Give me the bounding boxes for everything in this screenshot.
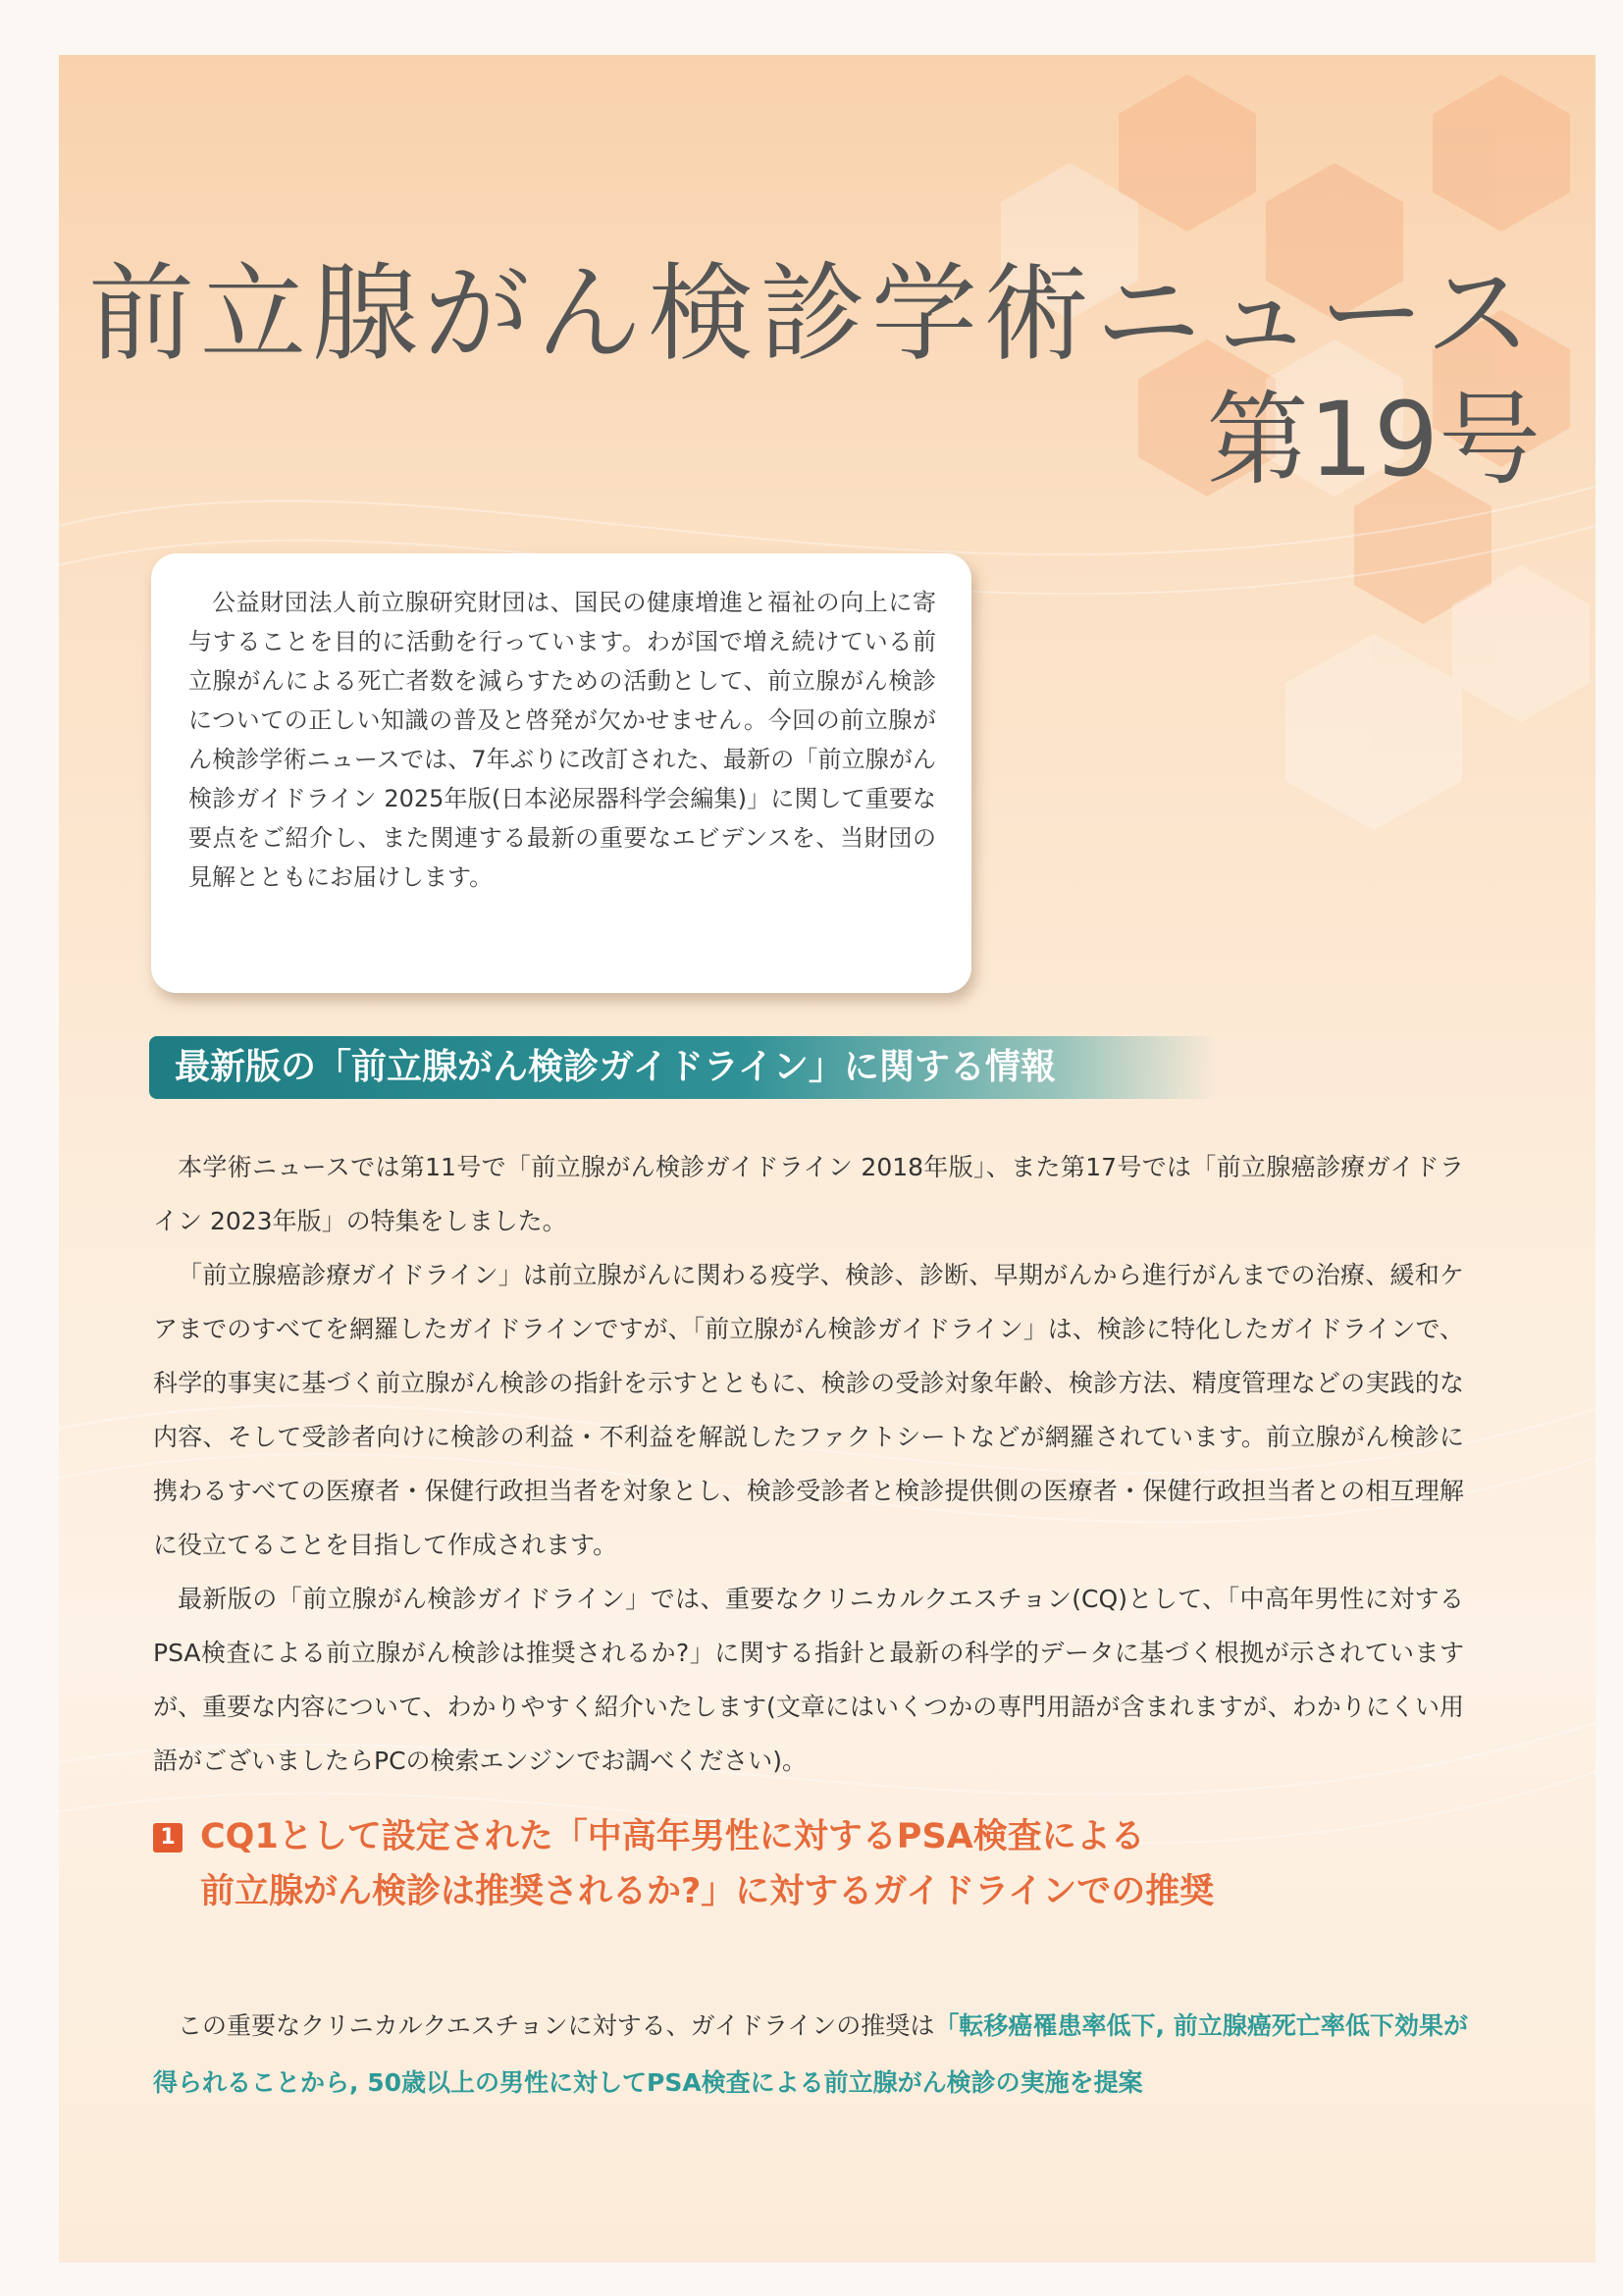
recommendation-lead: この重要なクリニカルクエスチョンに対する、ガイドラインの推奨は <box>178 2011 935 2040</box>
section-title: 最新版の「前立腺がん検診ガイドライン」に関する情報 <box>175 1047 1056 1087</box>
page-title: 前立腺がん検診学術ニュース <box>88 253 1538 376</box>
cq-number-badge: 1 <box>153 1823 183 1852</box>
cq1-recommendation <box>153 1998 1468 2112</box>
body-paragraph: 本学術ニュースでは第11号で「前立腺がん検診ガイドライン 2018年版」、また第17号では「前立腺癌診療ガイドライン 2023年版」の特集をしました。 <box>153 1153 1464 1235</box>
cq1-heading-text1: CQ1として設定された「中高年男性に対するPSA検査による <box>200 1817 1145 1856</box>
cq1-heading-line2: 前立腺がん検診は推奨されるか?」に対するガイドラインでの推奨 <box>200 1872 1215 1911</box>
cq1-heading-line1 <box>153 1809 1488 1864</box>
cq1-heading <box>153 1809 1488 1919</box>
issue-number: 第19号 <box>1206 380 1541 499</box>
body-paragraph: 「前立腺癌診療ガイドライン」は前立腺がんに関わる疫学、検診、診断、早期がんから進行がんまでの治療、緩和ケアまでのすべてを網羅したガイドラインですが、「前立腺がん検診ガイドライン」は、検診に特化したガイドラインで、科学的事実に基づく前立腺がん検診の指針を示すとともに、検診の受診対象年齢、検診方法、精度管理などの実践的な内容、そして受診者向けに検診の利益・不利益を解説したファクトシートなどが網羅されています。前立腺がん検診に携わるすべての医療者・保健行政担当者を対象とし、検診受診者と検診提供側の医療者・保健行政担当者との相互理解に役立てることを目指して作成されます。 <box>153 1261 1464 1559</box>
section-body <box>153 1140 1464 1788</box>
intro-box <box>151 553 971 993</box>
section-header-bar <box>149 1036 1219 1099</box>
intro-text: 公益財団法人前立腺研究財団は、国民の健康増進と福祉の向上に寄与することを目的に活動を行っています。わが国で増え続けている前立腺がんによる死亡者数を減らすための活動として、前立腺がん検診についての正しい知識の普及と啓発が欠かせません。今回の前立腺がん検診学術ニュースでは、7年ぶりに改訂された、最新の「前立腺がん検診ガイドライン 2025年版(日本泌尿器科学会編集)」に関して重要な要点をご紹介し、また関連する最新の重要なエビデンスを、当財団の見解とともにお届けします。 <box>188 589 936 891</box>
page-sheet <box>59 55 1596 2263</box>
body-paragraph: 最新版の「前立腺がん検診ガイドライン」では、重要なクリニカルクエスチョン(CQ)として、「中高年男性に対するPSA検査による前立腺がん検診は推奨されるか?」に関する指針と最新の科学的データに基づく根拠が示されていますが、重要な内容について、わかりやすく紹介いたします(文章にはいくつかの専門用語が含まれますが、わかりにくい用語がございましたらPCの検索エンジンでお調べください)。 <box>153 1585 1464 1775</box>
recommendation-highlight: 「転移癌罹患率低下, 前立腺癌死亡率低下効果が得られることから, 50歳以上の男性に対してPSA検査による前立腺がん検診の実施を提案 <box>153 2011 1468 2097</box>
